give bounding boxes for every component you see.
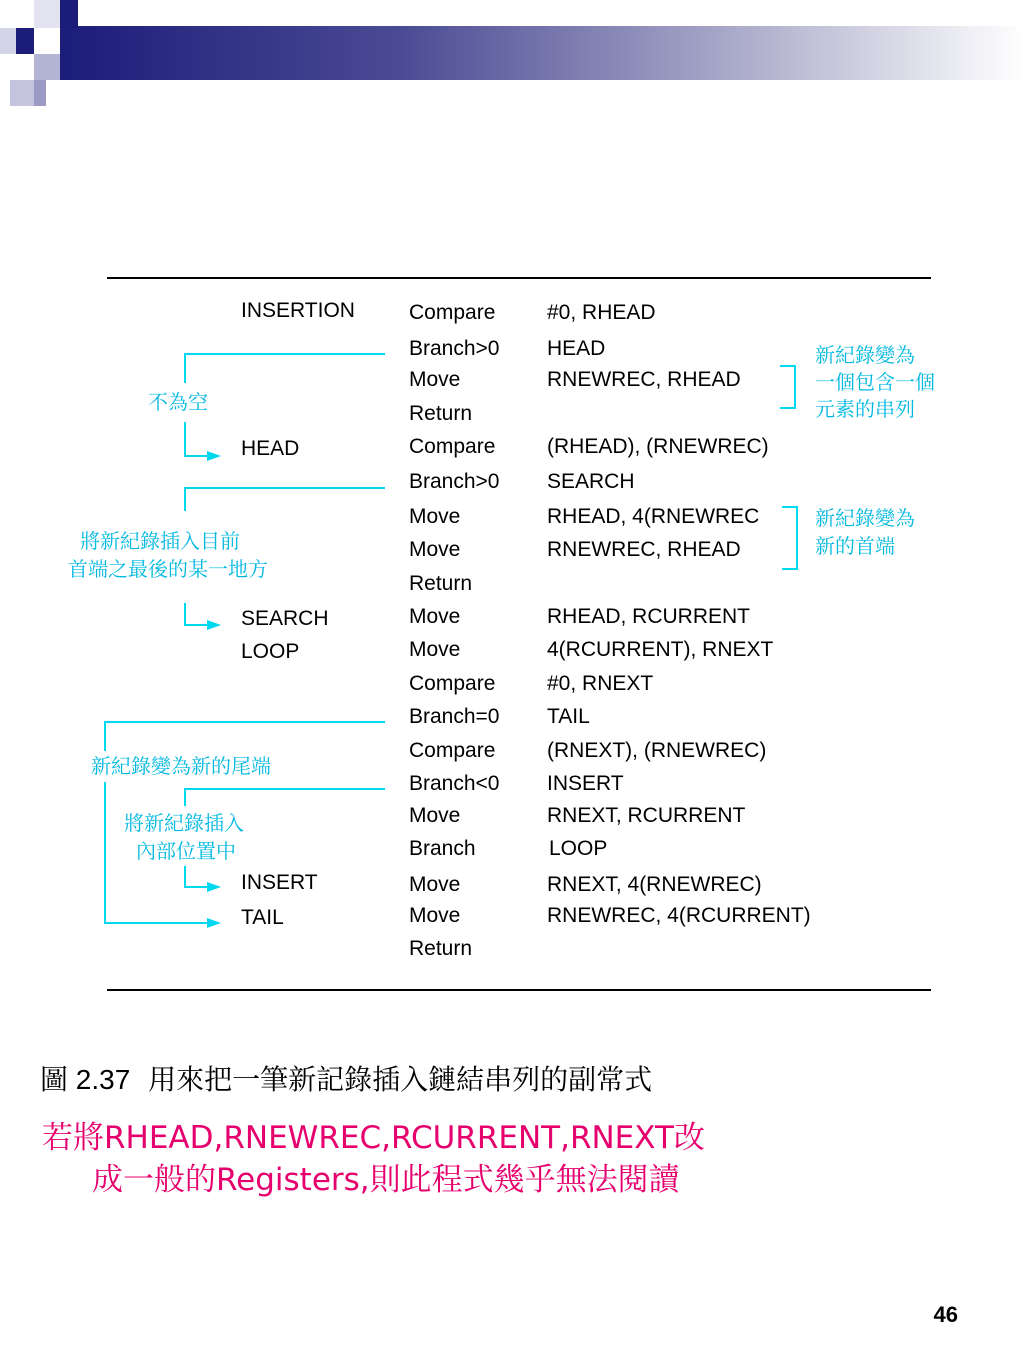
note-line: 將新紀錄插入 [124,811,244,835]
note-line: 首端之最後的某一地方 [68,557,268,581]
header-square-light-4 [10,80,34,106]
listing-operands: RNEWREC, 4(RCURRENT) [547,904,811,927]
listing-opcode: Compare [409,435,496,458]
listing-operands: INSERT [547,772,624,795]
listing-operands: RHEAD, RCURRENT [547,605,751,628]
listing-opcode: Branch>0 [409,470,500,493]
note-new-tail [91,752,271,780]
listing-top-rule [107,277,931,279]
note-line: 內部位置中 [136,839,236,863]
figure-caption-text: 用來把一筆新記錄插入鏈結串列的副常式 [148,1063,653,1096]
header-square-dark-1 [16,28,34,54]
note-new-head [815,504,915,560]
note-insert-inside [124,809,244,865]
header-square-light-3 [34,54,60,80]
header-gradient-bar [60,26,1024,80]
listing-operands: RNEXT, 4(RNEWREC) [547,873,762,896]
listing-operands: SEARCH [547,470,635,493]
note-line: 一個包含一個 [815,370,935,394]
listing-label: HEAD [241,437,300,460]
listing-opcode: Compare [409,739,496,762]
figure-number: 圖 2.37 [40,1064,131,1095]
listing-operands: LOOP [549,837,608,860]
listing-operands: (RNEXT), (RNEWREC) [547,739,767,762]
listing-label: INSERTION [241,299,355,322]
listing-opcode: Move [409,638,461,661]
note-line: 將新紀錄插入目前 [80,529,240,553]
listing-opcode: Move [409,368,461,391]
listing-opcode: Move [409,904,461,927]
listing-operands: TAIL [547,705,590,728]
header-square-dark-2 [60,0,78,28]
listing-opcode: Branch<0 [409,772,500,795]
listing-bottom-rule [107,989,931,991]
note-not-empty [148,388,208,416]
listing-opcode: Return [409,572,473,595]
listing-opcode: Compare [409,672,496,695]
remark-line-1: 若將RHEAD,RNEWREC,RCURRENT,RNEXT改 [42,1120,705,1156]
listing-opcode: Branch>0 [409,337,500,360]
listing-operands: RNEWREC, RHEAD [547,368,741,391]
listing-label: LOOP [241,640,300,663]
listing-operands: #0, RHEAD [547,301,656,324]
note-insert-front [68,527,268,583]
listing-operands: 4(RCURRENT), RNEXT [547,638,774,661]
note-line: 新的首端 [815,534,895,558]
listing-operands: RHEAD, 4(RNEWREC [547,505,760,528]
listing-label: SEARCH [241,607,329,630]
bracket-new-head [782,506,798,570]
listing-operands: #0, RNEXT [547,672,654,695]
listing-opcode: Move [409,605,461,628]
listing-opcode: Compare [409,301,496,324]
bracket-one-element [780,365,796,409]
listing-opcode: Return [409,937,473,960]
note-line: 新紀錄變為 [815,343,915,367]
page-number: 46 [933,1302,958,1327]
note-line: 元素的串列 [815,397,915,421]
listing-operands: RNEXT, RCURRENT [547,804,746,827]
figure-caption [40,1058,652,1098]
listing-operands: HEAD [547,337,606,360]
listing-label: INSERT [241,871,318,894]
note-line: 不為空 [148,390,208,414]
listing-opcode: Move [409,873,461,896]
listing-opcode: Branch [409,837,476,860]
listing-opcode: Move [409,505,461,528]
listing-opcode: Move [409,538,461,561]
header-square-light-2 [34,0,60,28]
header-square-light-1 [0,28,16,54]
listing-operands: RNEWREC, RHEAD [547,538,741,561]
note-line: 新紀錄變為 [815,506,915,530]
listing-opcode: Move [409,804,461,827]
listing-operands: (RHEAD), (RNEWREC) [547,435,769,458]
note-one-element-list [815,342,935,423]
listing-label: TAIL [241,906,284,929]
note-line: 新紀錄變為新的尾端 [91,754,271,778]
remark-line-2: 成一般的Registers,則此程式幾乎無法閱讀 [92,1162,680,1198]
listing-opcode: Return [409,402,473,425]
header-square-mid-5 [34,80,46,106]
listing-opcode: Branch=0 [409,705,500,728]
